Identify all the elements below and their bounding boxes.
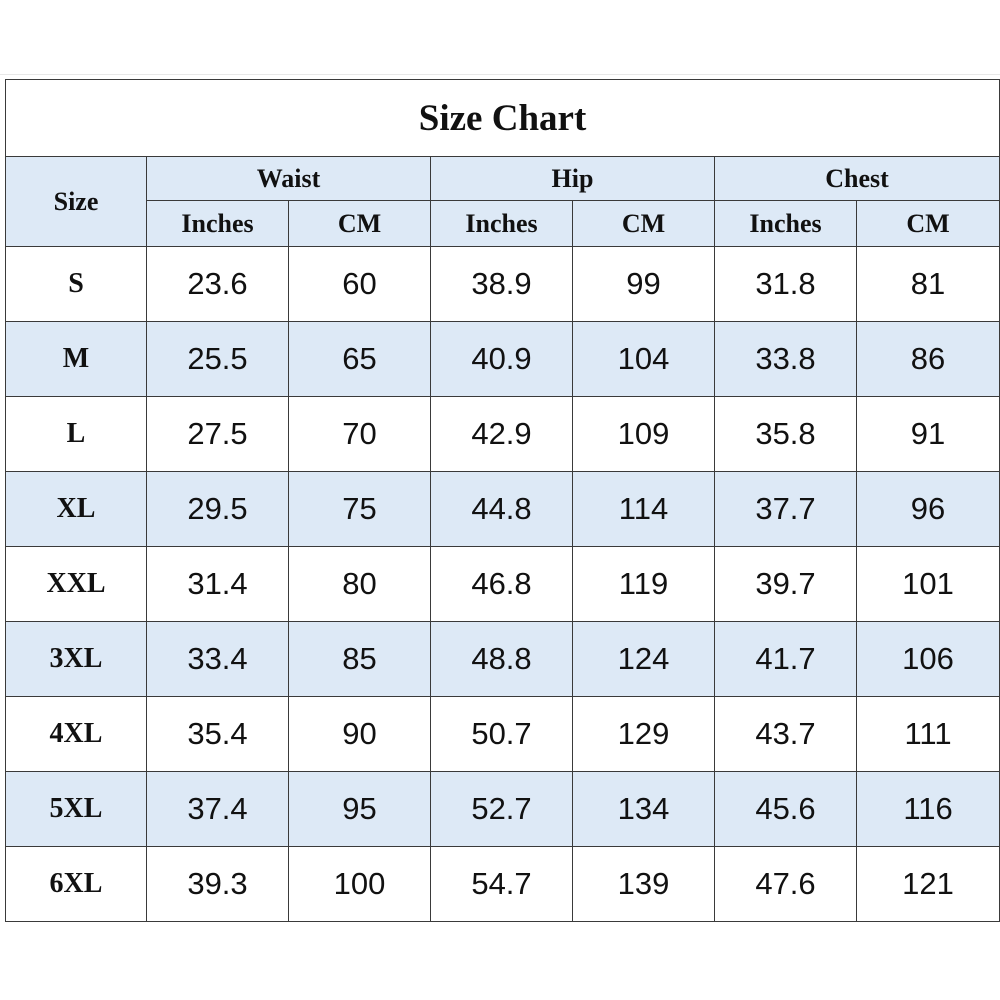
table-row	[6, 697, 1000, 772]
table-row	[6, 247, 1000, 322]
table-row	[6, 772, 1000, 847]
table-row	[6, 397, 1000, 472]
cell-hip-inches: 48.8	[431, 622, 573, 697]
cell-hip-cm: 129	[573, 697, 715, 772]
size-label: L	[6, 397, 147, 472]
cell-hip-cm: 109	[573, 397, 715, 472]
subheader-chest-cm: CM	[857, 201, 1000, 247]
subheader-hip-cm: CM	[573, 201, 715, 247]
cell-chest-cm: 81	[857, 247, 1000, 322]
cell-waist-inches: 31.4	[147, 547, 289, 622]
cell-waist-inches: 25.5	[147, 322, 289, 397]
group-header-chest: Chest	[715, 157, 1000, 201]
subheader-waist-inches: Inches	[147, 201, 289, 247]
cell-chest-inches: 43.7	[715, 697, 857, 772]
cell-hip-inches: 46.8	[431, 547, 573, 622]
cell-waist-cm: 100	[289, 847, 431, 922]
group-header-hip: Hip	[431, 157, 715, 201]
cell-waist-cm: 60	[289, 247, 431, 322]
size-label: M	[6, 322, 147, 397]
table-row	[6, 847, 1000, 922]
cell-waist-cm: 85	[289, 622, 431, 697]
table-row	[6, 472, 1000, 547]
cell-waist-cm: 95	[289, 772, 431, 847]
cell-hip-inches: 52.7	[431, 772, 573, 847]
cell-waist-inches: 33.4	[147, 622, 289, 697]
subheader-chest-inches: Inches	[715, 201, 857, 247]
subheader-hip-inches: Inches	[431, 201, 573, 247]
cell-waist-inches: 29.5	[147, 472, 289, 547]
cell-waist-cm: 75	[289, 472, 431, 547]
cell-chest-cm: 101	[857, 547, 1000, 622]
cell-waist-inches: 27.5	[147, 397, 289, 472]
cell-waist-cm: 80	[289, 547, 431, 622]
table-row	[6, 547, 1000, 622]
cell-hip-inches: 54.7	[431, 847, 573, 922]
table-row	[6, 622, 1000, 697]
cell-chest-cm: 91	[857, 397, 1000, 472]
cell-chest-cm: 111	[857, 697, 1000, 772]
cell-waist-inches: 35.4	[147, 697, 289, 772]
cell-chest-cm: 116	[857, 772, 1000, 847]
cell-waist-inches: 23.6	[147, 247, 289, 322]
cell-chest-inches: 41.7	[715, 622, 857, 697]
cell-waist-cm: 65	[289, 322, 431, 397]
cell-waist-cm: 90	[289, 697, 431, 772]
cell-chest-inches: 45.6	[715, 772, 857, 847]
cell-hip-cm: 114	[573, 472, 715, 547]
group-header-waist: Waist	[147, 157, 431, 201]
size-label: 4XL	[6, 697, 147, 772]
cell-chest-cm: 121	[857, 847, 1000, 922]
cell-chest-cm: 106	[857, 622, 1000, 697]
subheader-waist-cm: CM	[289, 201, 431, 247]
cell-hip-inches: 40.9	[431, 322, 573, 397]
cell-chest-cm: 96	[857, 472, 1000, 547]
size-label: XL	[6, 472, 147, 547]
table-row	[6, 322, 1000, 397]
cell-chest-cm: 86	[857, 322, 1000, 397]
cell-hip-inches: 38.9	[431, 247, 573, 322]
size-column-header: Size	[6, 157, 147, 247]
cell-hip-inches: 42.9	[431, 397, 573, 472]
cell-chest-inches: 37.7	[715, 472, 857, 547]
cell-chest-inches: 47.6	[715, 847, 857, 922]
cell-hip-cm: 134	[573, 772, 715, 847]
cell-hip-inches: 50.7	[431, 697, 573, 772]
cell-chest-inches: 33.8	[715, 322, 857, 397]
cell-hip-cm: 139	[573, 847, 715, 922]
size-label: 6XL	[6, 847, 147, 922]
cell-hip-cm: 119	[573, 547, 715, 622]
cell-hip-cm: 104	[573, 322, 715, 397]
cell-waist-cm: 70	[289, 397, 431, 472]
size-label: XXL	[6, 547, 147, 622]
cell-chest-inches: 35.8	[715, 397, 857, 472]
size-label: S	[6, 247, 147, 322]
size-label: 5XL	[6, 772, 147, 847]
cell-hip-cm: 124	[573, 622, 715, 697]
cell-waist-inches: 37.4	[147, 772, 289, 847]
cell-waist-inches: 39.3	[147, 847, 289, 922]
cell-chest-inches: 39.7	[715, 547, 857, 622]
chart-title: Size Chart	[6, 80, 1000, 157]
cell-hip-cm: 99	[573, 247, 715, 322]
cell-hip-inches: 44.8	[431, 472, 573, 547]
top-faint-line	[0, 74, 1000, 75]
size-chart-table	[5, 79, 1000, 922]
size-label: 3XL	[6, 622, 147, 697]
cell-chest-inches: 31.8	[715, 247, 857, 322]
